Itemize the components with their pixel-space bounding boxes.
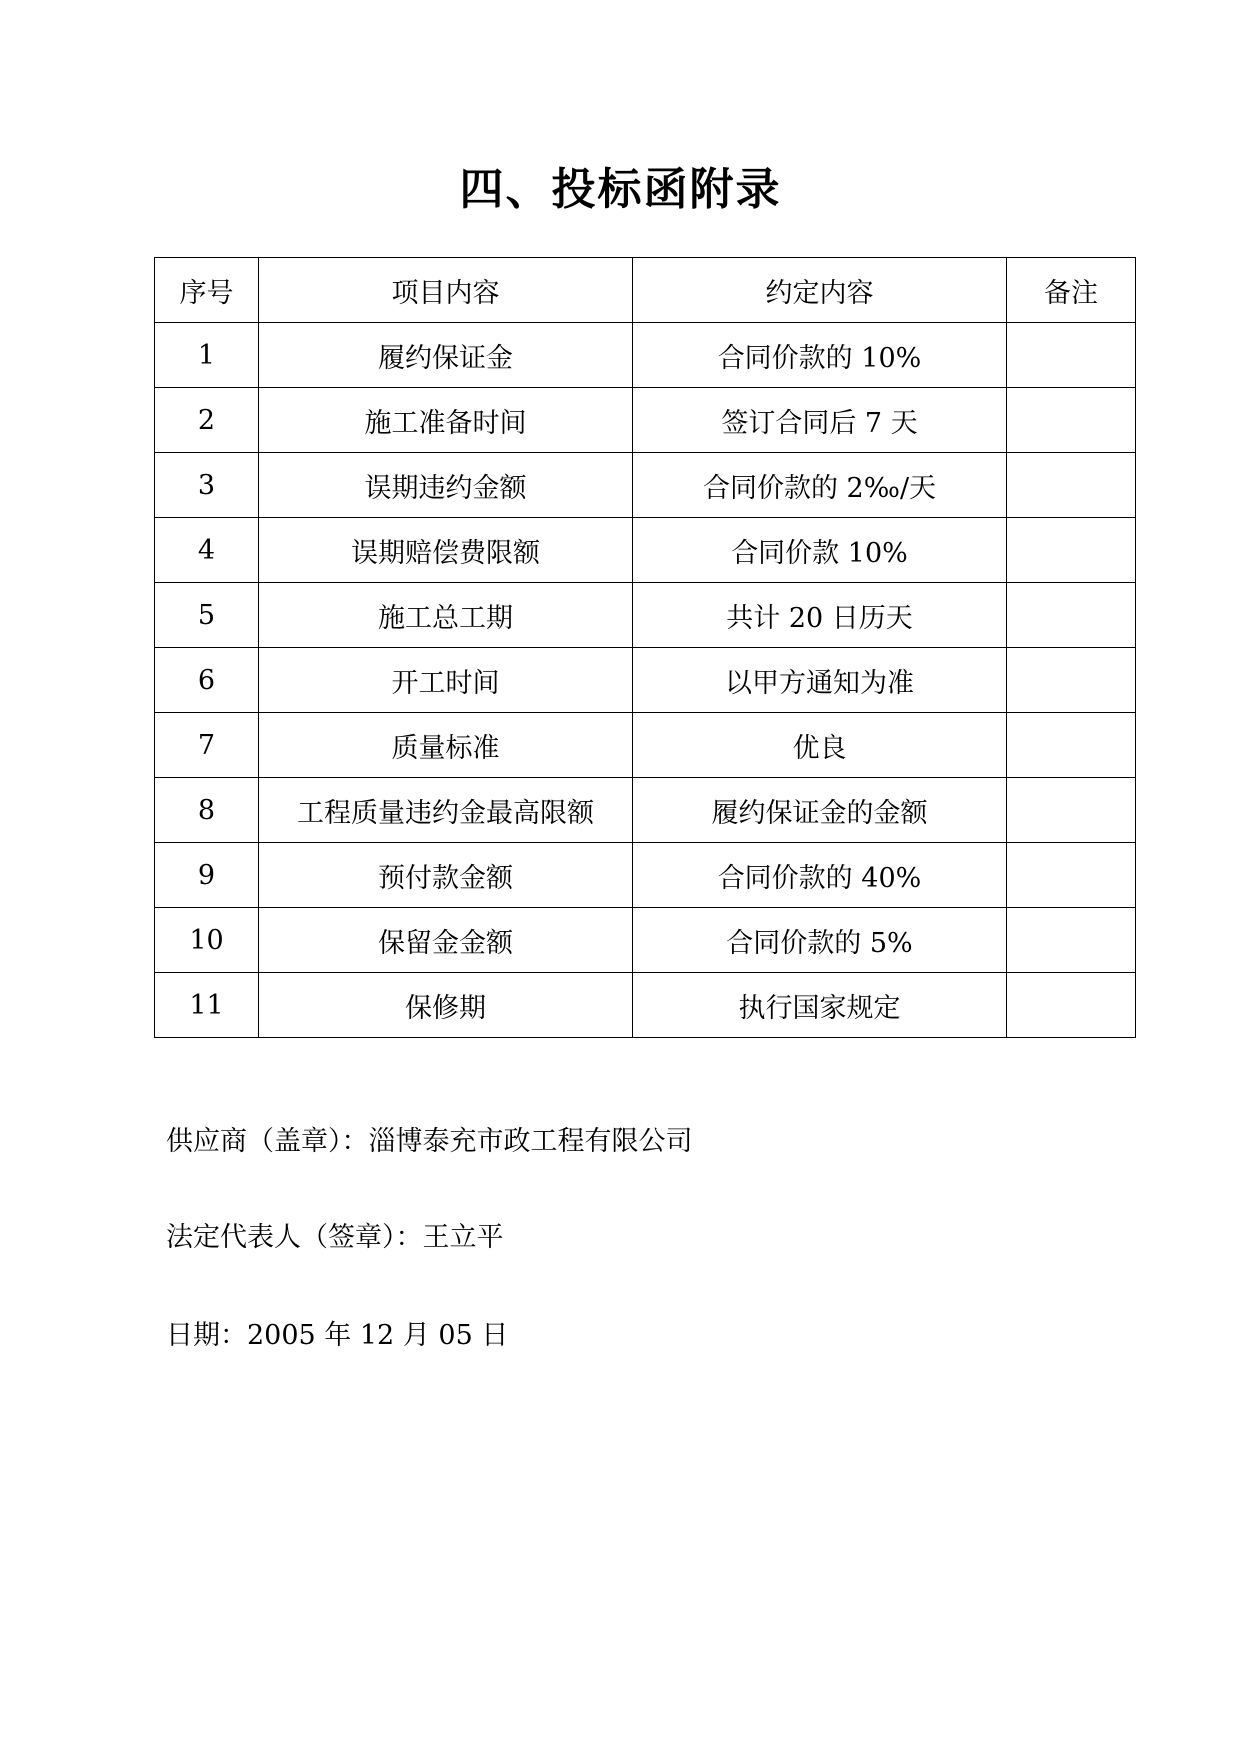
cell-item: 保修期 — [259, 973, 633, 1038]
table-row — [155, 453, 1136, 518]
table-row — [155, 323, 1136, 388]
table-row — [155, 713, 1136, 778]
header-note: 备注 — [1007, 258, 1136, 323]
cell-no: 7 — [155, 713, 259, 778]
cell-item: 保留金金额 — [259, 908, 633, 973]
cell-note — [1007, 973, 1136, 1038]
cell-item: 质量标准 — [259, 713, 633, 778]
header-content: 约定内容 — [633, 258, 1007, 323]
table-row — [155, 778, 1136, 843]
cell-content: 合同价款的 5% — [633, 908, 1007, 973]
cell-no: 1 — [155, 323, 259, 388]
cell-note — [1007, 648, 1136, 713]
cell-item: 预付款金额 — [259, 843, 633, 908]
table-row — [155, 518, 1136, 583]
appendix-table — [154, 257, 1136, 1038]
cell-content: 合同价款 10% — [633, 518, 1007, 583]
cell-content: 履约保证金的金额 — [633, 778, 1007, 843]
cell-content: 优良 — [633, 713, 1007, 778]
cell-content: 共计 20 日历天 — [633, 583, 1007, 648]
header-no: 序号 — [155, 258, 259, 323]
cell-note — [1007, 453, 1136, 518]
cell-no: 6 — [155, 648, 259, 713]
header-item: 项目内容 — [259, 258, 633, 323]
cell-note — [1007, 388, 1136, 453]
cell-item: 履约保证金 — [259, 323, 633, 388]
cell-no: 11 — [155, 973, 259, 1038]
date-line: 日期：2005 年 12 月 05 日 — [166, 1320, 509, 1351]
cell-note — [1007, 908, 1136, 973]
cell-item: 施工总工期 — [259, 583, 633, 648]
cell-content: 签订合同后 7 天 — [633, 388, 1007, 453]
supplier-line: 供应商（盖章）：淄博泰充市政工程有限公司 — [166, 1126, 693, 1157]
table-row — [155, 583, 1136, 648]
table-row — [155, 908, 1136, 973]
table-row — [155, 648, 1136, 713]
cell-item: 误期违约金额 — [259, 453, 633, 518]
table-row — [155, 388, 1136, 453]
cell-note — [1007, 518, 1136, 583]
cell-item: 开工时间 — [259, 648, 633, 713]
cell-no: 2 — [155, 388, 259, 453]
cell-no: 8 — [155, 778, 259, 843]
cell-content: 以甲方通知为准 — [633, 648, 1007, 713]
cell-note — [1007, 583, 1136, 648]
cell-item: 误期赔偿费限额 — [259, 518, 633, 583]
cell-content: 执行国家规定 — [633, 973, 1007, 1038]
cell-note — [1007, 843, 1136, 908]
cell-item: 施工准备时间 — [259, 388, 633, 453]
cell-no: 5 — [155, 583, 259, 648]
cell-note — [1007, 713, 1136, 778]
cell-no: 9 — [155, 843, 259, 908]
table-header-row — [155, 258, 1136, 323]
cell-no: 4 — [155, 518, 259, 583]
table-row — [155, 973, 1136, 1038]
cell-item: 工程质量违约金最高限额 — [259, 778, 633, 843]
cell-content: 合同价款的 10% — [633, 323, 1007, 388]
page-title: 四、投标函附录 — [459, 164, 782, 215]
cell-note — [1007, 778, 1136, 843]
cell-note — [1007, 323, 1136, 388]
cell-content: 合同价款的 40% — [633, 843, 1007, 908]
cell-no: 10 — [155, 908, 259, 973]
table-row — [155, 843, 1136, 908]
representative-line: 法定代表人（签章）：王立平 — [166, 1222, 504, 1253]
cell-content: 合同价款的 2‰/天 — [633, 453, 1007, 518]
cell-no: 3 — [155, 453, 259, 518]
